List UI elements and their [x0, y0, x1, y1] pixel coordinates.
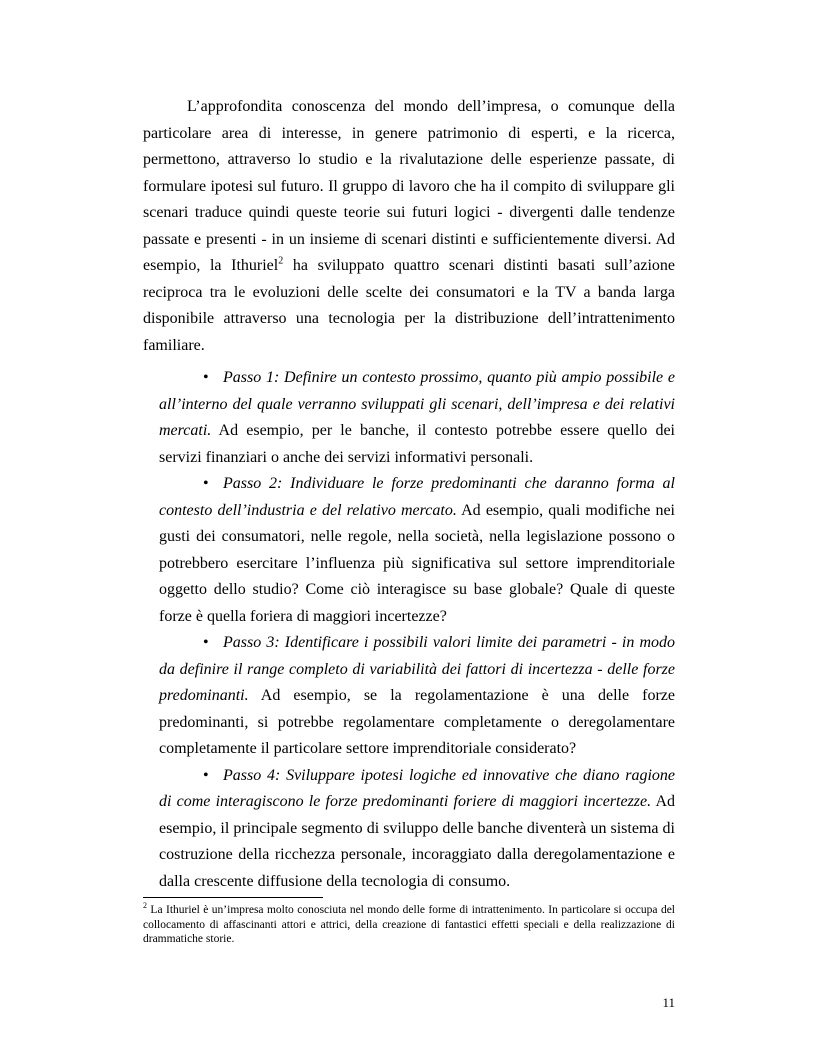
bullet-icon: • — [203, 766, 209, 784]
step-title: Passo 2: Individuare le forze predominanti che daranno forma al contesto dell’industria e del relativo mercato. — [159, 475, 675, 519]
step-item-1 — [159, 365, 675, 471]
steps-list — [159, 365, 675, 895]
footnote — [143, 903, 675, 947]
footnote-marker: 2 — [143, 901, 147, 911]
bullet-icon: • — [203, 475, 209, 492]
intro-text-before-footnote: L’approfondita conoscenza del mondo dell’impresa, o comunque della particolare area di interesse, in genere patrimonio di esperti, e la ricerca, permettono, attraverso lo studio e la rivalutazione delle esperienze passate, di formulare ipotesi sul futuro. Il gruppo di lavoro che ha il compito di sviluppare gli scenari traduce quindi queste teorie sui futuri logici - divergenti dalle tendenze passate e presenti - in un insieme di scenari distinti e sufficientemente diversi. Ad esempio, la Ithuriel — [143, 98, 675, 274]
step-title: Passo 3: Identificare i possibili valori limite dei parametri - in modo da definire il range completo di variabilità dei fattori di incertezza - delle forze predominanti. — [159, 634, 675, 704]
footnote-reference-marker[interactable]: 2 — [278, 255, 284, 267]
intro-text-after-footnote: ha sviluppato quattro scenari distinti basati sull’azione reciproca tra le evoluzioni delle scelte dei consumatori e la TV a banda larga disponibile attraverso una tecnologia per la distribuzione dell’intrattenimento familiare. — [143, 257, 676, 354]
footnote-text: La Ithuriel è un’impresa molto conosciuta nel mondo delle forme di intrattenimento. In particolare si occupa del collocamento di affascinanti attori e attrici, della creazione di fantastici effetti speciali e della realizzazione di drammatiche storie. — [143, 904, 675, 945]
step-item-3 — [159, 630, 675, 763]
step-title: Passo 1: Definire un contesto prossimo, quanto più ampio possibile e all’interno del quale verranno sviluppati gli scenari, dell’impresa e dei relativi mercati. — [159, 369, 675, 439]
step-body: Ad esempio, se la regolamentazione è una delle forze predominanti, si potrebbe regolamentare completamente o deregolamentare completamente il particolare settore imprenditoriale considerato? — [159, 687, 675, 757]
page-number: 11 — [662, 995, 675, 1010]
intro-paragraph — [143, 94, 675, 359]
step-body: Ad esempio, il principale segmento di sviluppo delle banche diventerà un sistema di costruzione della ricchezza personale, incoraggiato dalla deregolamentazione e dalla crescente diffusione della tecnologia di consumo. — [159, 793, 676, 890]
step-body: Ad esempio, quali modifiche nei gusti dei consumatori, nelle regole, nella società, nella legislazione possono o potrebbero esercitare l’influenza più significativa sul settore imprenditoriale oggetto dello studio? Come ciò interagisce su base globale? Quale di queste forze è quella foriera di maggiori incertezze? — [159, 501, 675, 625]
step-title: Passo 4: Sviluppare ipotesi logiche ed innovative che diano ragione di come interagiscono le forze predominanti foriere di maggiori incertezze. — [159, 766, 675, 810]
bullet-icon: • — [203, 634, 209, 651]
bullet-icon: • — [203, 369, 209, 386]
step-body: Ad esempio, per le banche, il contesto potrebbe essere quello dei servizi finanziari o anche dei servizi informativi personali. — [159, 422, 675, 466]
step-item-2 — [159, 471, 675, 630]
footnote-separator — [143, 897, 323, 898]
step-item-4 — [159, 763, 675, 896]
